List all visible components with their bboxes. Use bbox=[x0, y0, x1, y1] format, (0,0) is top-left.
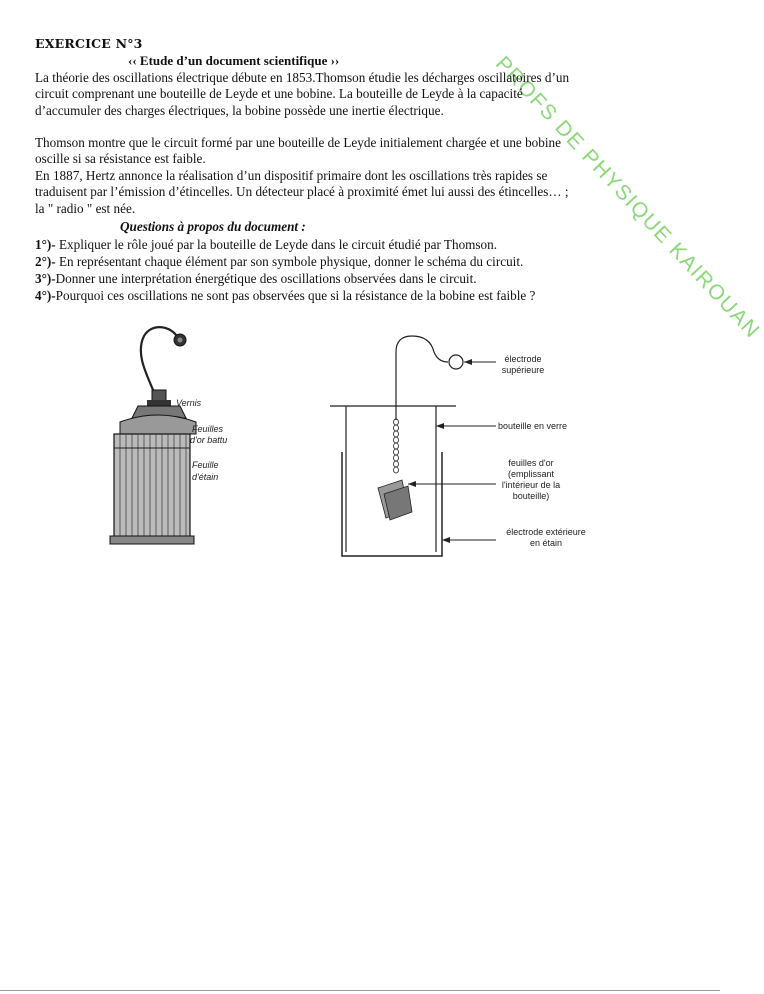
label-electrode-superieure-2: supérieure bbox=[501, 365, 545, 375]
label-vernis: Vernis bbox=[176, 398, 202, 408]
label-feuilles-or-4: bouteille) bbox=[512, 491, 550, 501]
paragraph-3: En 1887, Hertz annonce la réalisation d’un dispositif primaire dont les oscillations très rapides se traduisent par l’émission d’étincelles. Un détecteur placé à proximité émet lui aussi des étincelles… ; la " radio " est née. bbox=[35, 168, 569, 216]
leyden-jar-schematic bbox=[326, 322, 616, 558]
label-feuilles-2: d'or battu bbox=[190, 435, 228, 445]
paragraph-2: Thomson montre que le circuit formé par une bouteille de Leyde initialement chargée et une bobine oscille si sa résistance est faible. bbox=[35, 135, 561, 167]
label-bouteille-verre: bouteille en verre bbox=[498, 421, 568, 431]
questions-list bbox=[35, 236, 635, 304]
exercise-subtitle: ‹‹ Etude d’un document scientifique ›› bbox=[128, 53, 340, 68]
label-feuilles-1: Feuilles bbox=[192, 424, 224, 434]
label-feuille-1: Feuille bbox=[192, 460, 219, 470]
question-number: 2°)- bbox=[35, 254, 56, 269]
label-electrode-exterieure-1: électrode extérieure bbox=[506, 527, 586, 537]
exercise-title: EXERCICE N°3 bbox=[35, 36, 143, 51]
paragraph-1: La théorie des oscillations électrique débute en 1853.Thomson étudie les décharges oscillatoires d’un circuit comprenant une bouteille de Leyde et une bobine. La bouteille de Leyde à la capacité d’accumuler des charges électriques, la bobine possède une inertie électrique. bbox=[35, 70, 570, 118]
questions-heading: Questions à propos du document : bbox=[120, 219, 306, 234]
question-text: Pourquoi ces oscillations ne sont pas observées que si la résistance de la bobine est faible ? bbox=[55, 288, 536, 303]
label-feuille-2: d'étain bbox=[192, 472, 219, 482]
label-feuilles-or-3: l'intérieur de la bbox=[501, 480, 561, 490]
label-feuilles-or-2: (emplissant bbox=[507, 469, 555, 479]
page-bottom-divider bbox=[0, 990, 720, 991]
watermark: PROFS DE PHYSIQUE KAIROUAN bbox=[490, 52, 764, 344]
question-text: Donner une interprétation énergétique des oscillations observées dans le circuit. bbox=[55, 271, 477, 286]
label-electrode-superieure-1: électrode bbox=[504, 354, 542, 364]
label-feuilles-or-1: feuilles d'or bbox=[508, 458, 554, 468]
question-item bbox=[35, 287, 635, 304]
question-number: 1°)- bbox=[35, 237, 56, 252]
question-text: En représentant chaque élément par son symbole physique, donner le schéma du circuit. bbox=[55, 254, 524, 269]
question-item bbox=[35, 253, 635, 270]
question-item bbox=[35, 236, 635, 253]
leyden-jar-engraving bbox=[100, 318, 240, 554]
question-item bbox=[35, 270, 635, 287]
question-number: 3°)- bbox=[35, 271, 56, 286]
question-text: Expliquer le rôle joué par la bouteille de Leyde dans le circuit étudié par Thomson. bbox=[55, 237, 498, 252]
question-number: 4°)- bbox=[35, 288, 56, 303]
label-electrode-exterieure-2: en étain bbox=[529, 538, 563, 548]
